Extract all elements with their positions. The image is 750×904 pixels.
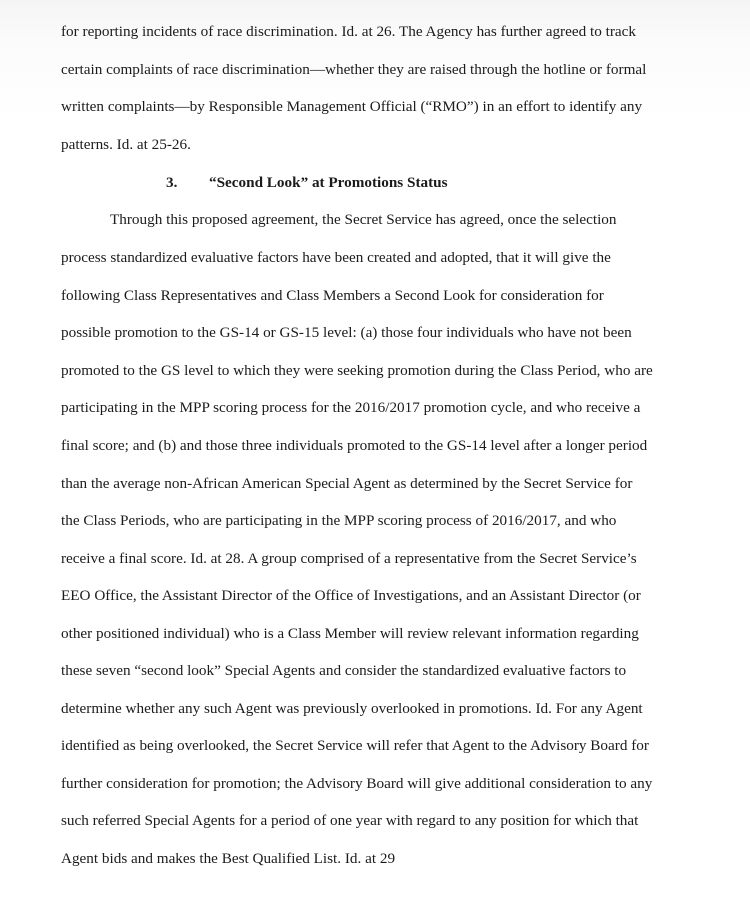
section-number: 3. (166, 174, 178, 191)
text-line: written complaints—by Responsible Management Official (“RMO”) in an effort to identify any (61, 98, 643, 115)
section-title: “Second Look” at Promotions Status (209, 174, 448, 191)
text-line: final score; and (b) and those three individuals promoted to the GS-14 level after a longer period (61, 437, 648, 454)
text-line: EEO Office, the Assistant Director of the Office of Investigations, and an Assistant Director (or (61, 587, 641, 604)
text-line: receive a final score. Id. at 28. A group comprised of a representative from the Secret Service’s (61, 550, 637, 567)
text-line: process standardized evaluative factors have been created and adopted, that it will give the (61, 249, 611, 266)
text-line: Agent bids and makes the Best Qualified List. Id. at 29 (61, 850, 396, 867)
text-line: certain complaints of race discrimination—whether they are raised through the hotline or formal (61, 61, 647, 78)
text-line: Through this proposed agreement, the Secret Service has agreed, once the selection (110, 211, 617, 228)
text-line: other positioned individual) who is a Class Member will review relevant information regarding (61, 625, 639, 642)
text-line: determine whether any such Agent was previously overlooked in promotions. Id. For any Agent (61, 700, 643, 717)
text-line: for reporting incidents of race discrimination. Id. at 26. The Agency has further agreed to track (61, 23, 636, 40)
section-heading (166, 174, 448, 192)
text-line: following Class Representatives and Class Members a Second Look for consideration for (61, 287, 604, 304)
text-line: the Class Periods, who are participating in the MPP scoring process of 2016/2017, and who (61, 512, 617, 529)
text-line: patterns. Id. at 25-26. (61, 136, 191, 153)
text-line: than the average non-African American Special Agent as determined by the Secret Service for (61, 475, 633, 492)
text-line: promoted to the GS level to which they were seeking promotion during the Class Period, who are (61, 362, 653, 379)
text-line: such referred Special Agents for a period of one year with regard to any position for which that (61, 812, 639, 829)
text-line: these seven “second look” Special Agents and consider the standardized evaluative factors to (61, 662, 627, 679)
text-line: identified as being overlooked, the Secret Service will refer that Agent to the Advisory Board for (61, 737, 649, 754)
text-line: possible promotion to the GS-14 or GS-15 level: (a) those four individuals who have not been (61, 324, 632, 341)
text-line: participating in the MPP scoring process for the 2016/2017 promotion cycle, and who receive a (61, 399, 641, 416)
text-line: further consideration for promotion; the Advisory Board will give additional consideration to any (61, 775, 653, 792)
